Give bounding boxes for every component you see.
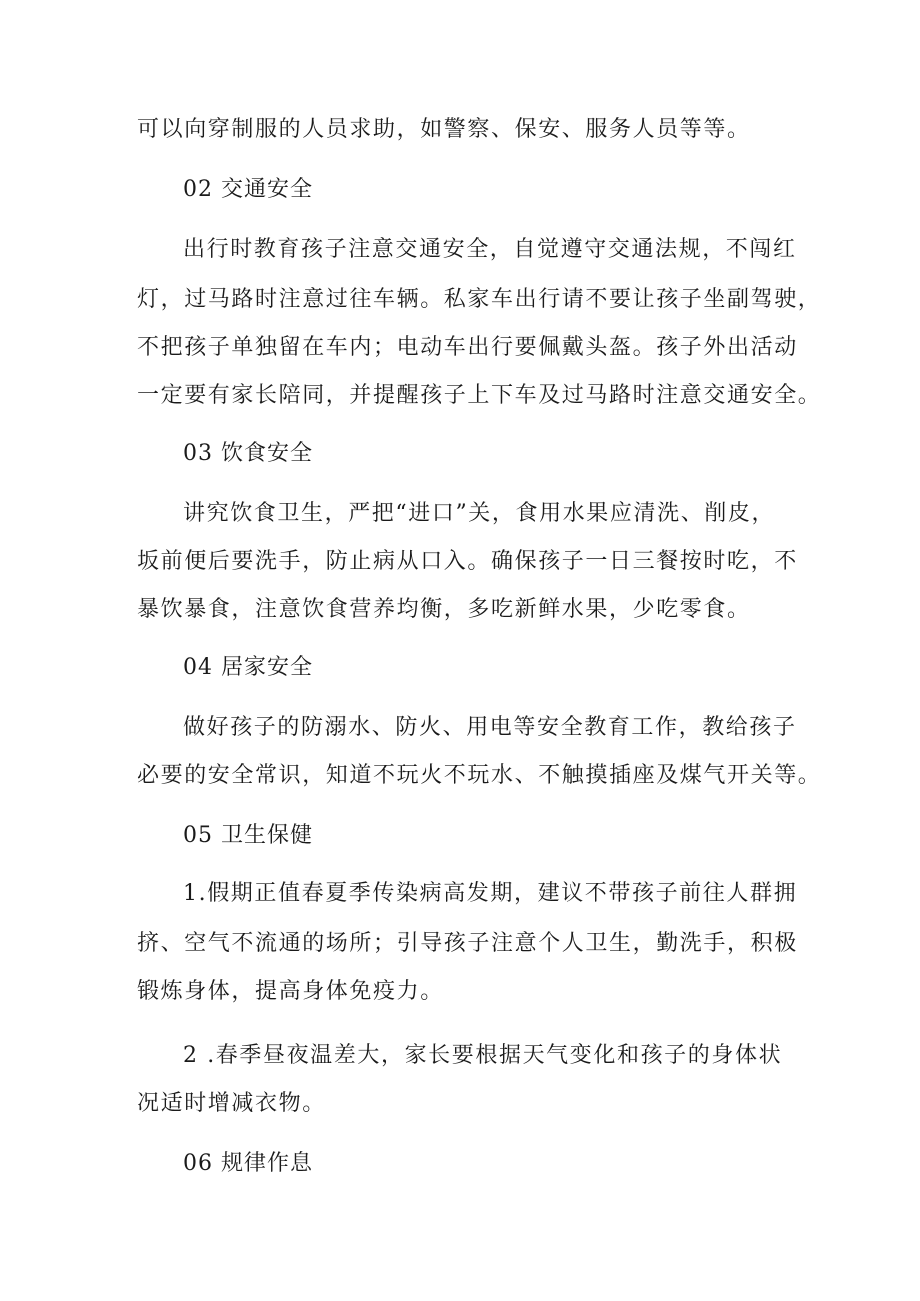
paragraph-line: 坂前便后要洗手，防止病从口入。确保孩子一日三餐按时吃，不 — [137, 549, 798, 574]
paragraph-line: 出行时教育孩子注意交通安全，自觉遵守交通法规，不闯红 — [183, 237, 797, 262]
paragraph-line: 2 .春季昼夜温差大，家长要根据天气变化和孩子的身体状 — [183, 1043, 783, 1068]
paragraph-line: 做好孩子的防溺水、防火、用电等安全教育工作，教给孩子 — [183, 715, 797, 740]
paragraph-line: 不把孩子单独留在车内；电动车出行要佩戴头盔。孩子外出活动 — [137, 335, 798, 360]
section-heading-health-care: 05 卫生保健 — [183, 823, 313, 848]
section-heading-food-safety: 03 饮食安全 — [183, 441, 313, 466]
paragraph-line: 必要的安全常识，知道不玩火不玩水、不触摸插座及煤气开关等。 — [137, 763, 822, 788]
paragraph-line: 况适时增减衣物。 — [137, 1091, 326, 1116]
paragraph-line: 灯，过马路时注意过往车辆。私家车出行请不要让孩子坐副驾驶， — [137, 287, 822, 312]
paragraph-line: 锻炼身体，提高身体免疫力。 — [137, 979, 444, 1004]
section-heading-traffic-safety: 02 交通安全 — [183, 177, 313, 202]
paragraph-line: 挤、空气不流通的场所；引导孩子注意个人卫生，勤洗手，积极 — [137, 931, 798, 956]
paragraph-line: 可以向穿制服的人员求助，如警察、保安、服务人员等等。 — [137, 117, 751, 142]
paragraph-line: 一定要有家长陪同，并提醒孩子上下车及过马路时注意交通安全。 — [137, 383, 822, 408]
paragraph-line: 1.假期正值春夏季传染病高发期，建议不带孩子前往人群拥 — [183, 881, 798, 906]
paragraph-line: 暴饮暴食，注意饮食营养均衡，多吃新鲜水果，少吃零食。 — [137, 597, 751, 622]
section-heading-home-safety: 04 居家安全 — [183, 655, 313, 680]
paragraph-line: 讲究饮食卫生，严把“进口”关，食用水果应清洗、削皮， — [183, 501, 776, 526]
section-heading-regular-schedule: 06 规律作息 — [183, 1151, 313, 1176]
